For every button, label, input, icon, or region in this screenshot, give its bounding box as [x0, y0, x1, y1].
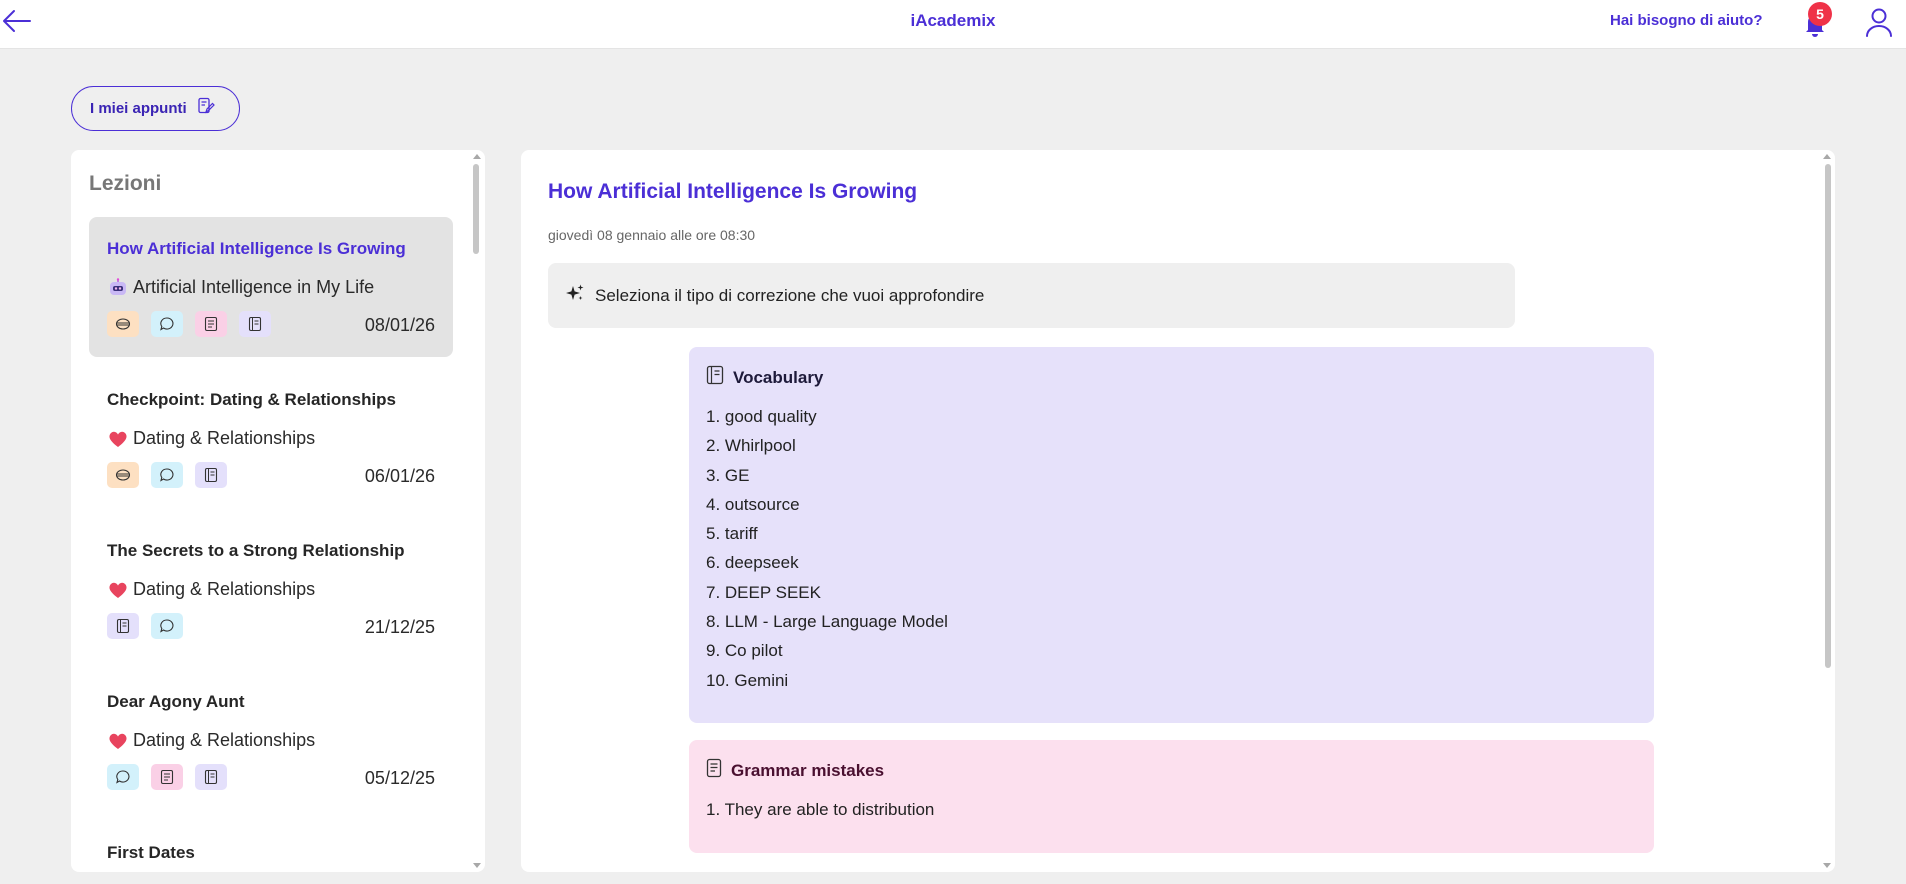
grammar-tag-icon [195, 311, 227, 337]
lessons-scrollbar[interactable] [471, 150, 483, 872]
heart-icon [107, 731, 129, 751]
detail-scroll-thumb[interactable] [1825, 164, 1831, 668]
chat-tag-icon [107, 764, 139, 790]
lesson-topic-label: Dating & Relationships [133, 730, 316, 750]
lesson-topic [107, 579, 315, 600]
vocabulary-tag-icon [195, 764, 227, 790]
lesson-date: 21/12/25 [364, 617, 435, 637]
vocabulary-item: 8. LLM - Large Language Model [706, 612, 948, 632]
lesson-tags [107, 311, 271, 337]
lesson-card[interactable] [89, 368, 453, 508]
heart-icon [107, 580, 129, 600]
lesson-tags [107, 764, 227, 790]
lesson-tags [107, 462, 227, 488]
vocabulary-item: 1. good quality [706, 407, 817, 426]
lesson-card[interactable] [89, 217, 453, 357]
note-edit-icon [197, 97, 215, 120]
lesson-date: 08/01/26 [364, 315, 435, 335]
lesson-title: How Artificial Intelligence Is Growing [107, 239, 406, 258]
chat-tag-icon [151, 462, 183, 488]
chat-tag-icon [151, 311, 183, 337]
lesson-detail-datetime: giovedì 08 gennaio alle ore 08:30 [548, 227, 756, 243]
lessons-panel [71, 150, 485, 872]
grammar-heading: Grammar mistakes [731, 760, 885, 780]
lesson-topic [107, 428, 315, 449]
vocabulary-item: 7. DEEP SEEK [706, 582, 821, 602]
top-bar [0, 0, 1906, 49]
sparkle-icon [565, 283, 585, 308]
grammar-item: 1. They are able to distribution [706, 800, 935, 819]
grammar-doc-icon [706, 758, 722, 783]
lesson-detail-panel [521, 150, 1835, 872]
app-brand: iAcademix [910, 11, 996, 30]
lesson-tags [107, 613, 183, 639]
vocabulary-card [689, 347, 1654, 723]
vocabulary-heading: Vocabulary [733, 367, 824, 387]
vocabulary-item: 9. Co pilot [706, 641, 783, 661]
scroll-up-arrow-icon[interactable] [472, 152, 482, 160]
lesson-date: 05/12/25 [364, 768, 435, 788]
vocabulary-book-icon [706, 365, 724, 390]
my-notes-label: I miei appunti [90, 100, 187, 117]
scroll-down-arrow-icon[interactable] [472, 862, 482, 870]
vocabulary-item: 2. Whirlpool [706, 436, 796, 456]
lesson-date: 06/01/26 [364, 466, 435, 486]
lesson-title: The Secrets to a Strong Relationship [107, 541, 405, 560]
scroll-down-arrow-icon[interactable] [1822, 862, 1832, 870]
scroll-up-arrow-icon[interactable] [1822, 152, 1832, 160]
vocabulary-item: 10. Gemini [706, 670, 789, 690]
lesson-title: First Dates [107, 843, 195, 862]
correction-type-selector[interactable] [548, 263, 1515, 328]
user-icon[interactable] [1864, 6, 1894, 38]
chat-tag-icon [151, 613, 183, 639]
vocabulary-tag-icon [239, 311, 271, 337]
vocabulary-item: 6. deepseek [706, 553, 799, 573]
speaking-tag-icon [107, 462, 139, 488]
lessons-scroll-thumb[interactable] [473, 164, 479, 254]
lesson-card[interactable] [89, 519, 453, 659]
grammar-tag-icon [151, 764, 183, 790]
lesson-detail-title: How Artificial Intelligence Is Growing [548, 180, 918, 203]
robot-icon [107, 278, 129, 298]
lesson-title: Checkpoint: Dating & Relationships [107, 390, 397, 409]
vocabulary-tag-icon [195, 462, 227, 488]
lesson-topic-label: Artificial Intelligence in My Life [133, 277, 375, 297]
lesson-topic-label: Dating & Relationships [133, 428, 316, 448]
lesson-topic [107, 277, 374, 298]
lesson-topic [107, 730, 315, 751]
vocabulary-item: 4. outsource [706, 494, 800, 514]
lesson-title: Dear Agony Aunt [107, 692, 245, 711]
vocabulary-item: 5. tariff [706, 524, 758, 544]
notification-badge: 5 [1808, 2, 1832, 26]
correction-prompt: Seleziona il tipo di correzione che vuoi approfondire [595, 285, 985, 305]
heart-icon [107, 429, 129, 449]
lessons-title: Lezioni [89, 172, 162, 195]
lesson-card[interactable] [89, 821, 453, 872]
lesson-topic-label: Dating & Relationships [133, 579, 316, 599]
speaking-tag-icon [107, 311, 139, 337]
help-link[interactable]: Hai bisogno di aiuto? [1610, 12, 1763, 29]
grammar-card [689, 740, 1654, 853]
vocabulary-item: 3. GE [706, 465, 750, 485]
my-notes-button[interactable] [71, 86, 240, 131]
vocabulary-tag-icon [107, 613, 139, 639]
back-arrow-icon[interactable] [2, 8, 32, 34]
lesson-card[interactable] [89, 670, 453, 810]
